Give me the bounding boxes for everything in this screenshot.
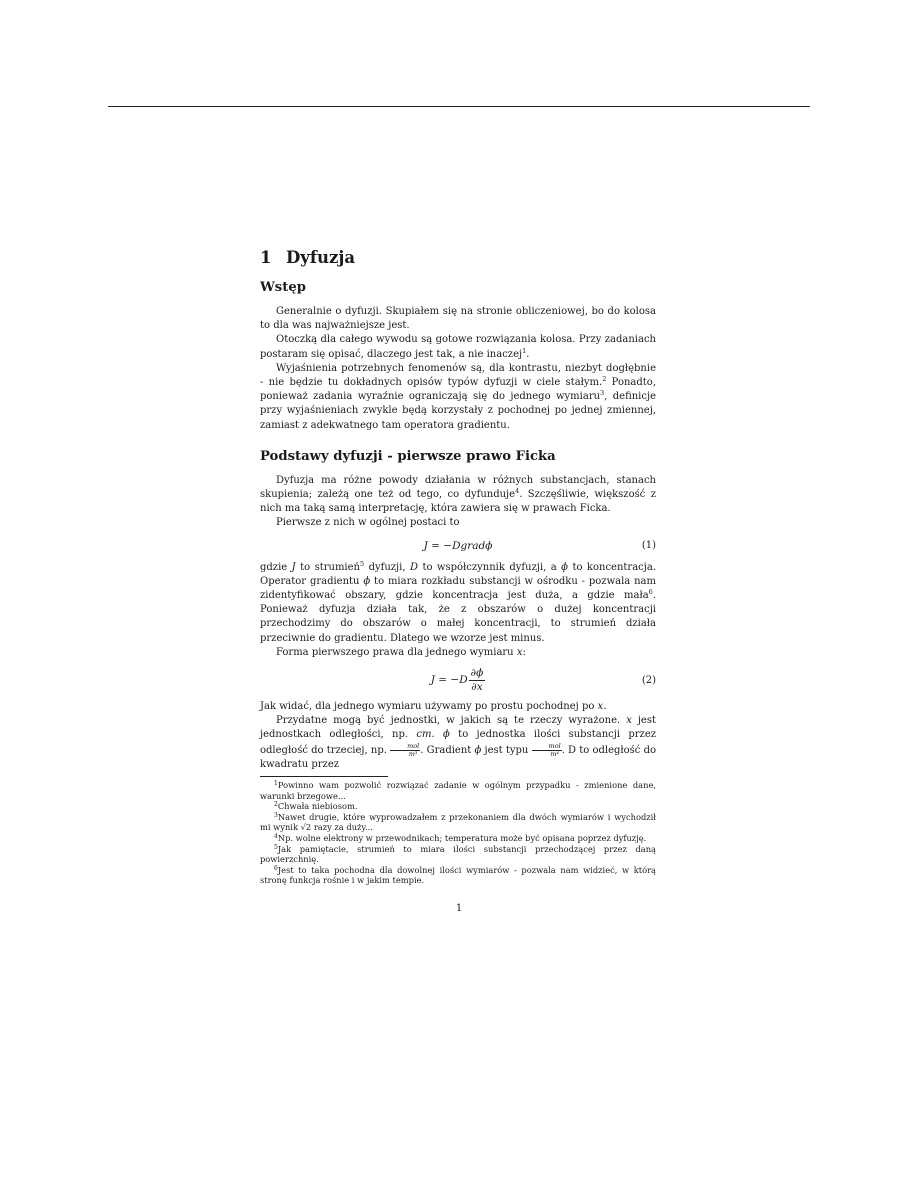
- fick-paragraph-3: gdzie J to strumień$^5$ dyfuzji, D to współczynnik dyfuzji, a ϕ to koncentracja. Operator gradientu ϕ to miara rozkładu substancji w ośrodku - pozwala nam zidentyfikować obszary, gdzie koncentracja jest duża, a gdzie mała$^6$. Ponieważ dyfuzja działa tak, że z obszarów o dużej koncentracji przechodzimy do obszarów o małej koncentracji, to strumień działa przeciwnie do gradientu. Dlatego we wzorze jest minus.: [260, 559, 657, 644]
- footnote-mark-5: 5: [360, 559, 365, 568]
- page-number: 1: [455, 903, 463, 914]
- fick-heading: Podstawy dyfuzji - pierwsze prawo Ficka: [260, 448, 556, 464]
- intro-paragraph-2: Otoczką dla całego wywodu są gotowe rozwiązania kolosa. Przy zadaniach postaram się opisać, dlaczego jest tak, a nie inaczej$^1$.: [260, 334, 656, 360]
- equation-2: [260, 660, 656, 700]
- unit-fraction-2: mol m⁴: [532, 743, 562, 758]
- footnote-mark-1: 1: [522, 346, 527, 355]
- intro-paragraph-3: Wyjaśnienia potrzebnych fenomenów są, dla kontrastu, niezbyt dogłębnie - nie będzie tu dokładnych opisów typów dyfuzji w ciele stałym.$^2$ Ponadto, ponieważ zadania wyraźnie ograniczają się do jednego wymiaru$^3$, definicje przy wyjaśnieniach zwykle będą korzystały z pochodnej po jednej zmiennej, zamiast z adekwatnego tam operatora gradientu.: [260, 362, 656, 431]
- footnote-mark-6: 6: [648, 588, 653, 597]
- equation-1-number: (1): [641, 540, 656, 552]
- footnote-mark-3: 3: [600, 389, 605, 398]
- header-rule: [108, 106, 810, 107]
- fick-paragraph-4: Forma pierwszego prawa dla jednego wymiaru x:: [276, 646, 526, 658]
- fick-paragraph-5: Jak widać, dla jednego wymiaru używamy po prostu pochodnej po x.: [260, 701, 607, 713]
- section-title-text: Dyfuzja: [286, 248, 356, 267]
- fick-paragraph-1: Dyfuzja ma różne powody działania w różnych substancjach, stanach skupienia; zależą one też od tego, co dyfunduje$^4$. Szczęśliwie, większość z nich ma taką samą interpretację, która zawiera się w prawach Ficka.: [260, 474, 656, 515]
- footnote-4: $^4$Np. wolne elektrony w przewodnikach; temperatura może być opisana poprzez dyfuzję.: [274, 833, 647, 844]
- section-title: [260, 248, 656, 268]
- equation-1: [260, 531, 656, 561]
- section-number: 1: [260, 248, 272, 267]
- equation-2-number: (2): [641, 674, 656, 686]
- equation-1-expr: J = −Dgradϕ: [423, 539, 493, 552]
- footnote-1: $^1$Powinno wam pozwolić rozwiązać zadanie w ogólnym przypadku - zmienione dane, warunki brzegowe...: [260, 780, 656, 801]
- footnote-2: $^2$Chwała niebiosom.: [274, 801, 358, 812]
- footnote-mark-2: 2: [602, 375, 607, 384]
- equation-2-denominator: ∂x: [471, 680, 483, 693]
- footnote-rule: [260, 776, 388, 777]
- page-content: [260, 248, 656, 886]
- footnote-6: $^6$Jest to taka pochodna dla dowolnej ilości wymiarów - pozwala nam widzieć, w którą stronę funkcja rośnie i w jakim tempie.: [260, 864, 656, 886]
- unit-fraction-1: mol m³: [390, 743, 420, 758]
- equation-2-fraction: [469, 667, 486, 694]
- footnote-mark-4: 4: [515, 487, 520, 496]
- footnote-5: $^5$Jak pamiętacie, strumień to miara ilości substancji przechodzącej przez daną powierzchnię.: [260, 843, 656, 865]
- fick-paragraph-2: Pierwsze z nich w ogólnej postaci to: [276, 517, 460, 529]
- footnote-3: $^3$Nawet drugie, które wyprowadzałem z przekonaniem dla dwóch wymiarów i wychodził mi wynik √2 razy za duży...: [260, 811, 656, 833]
- fick-paragraph-6: Przydatne mogą być jednostki, w jakich są te rzeczy wyrażone. x jest jednostkach odległości, np. cm. ϕ to jednostka ilości substancji przez odległość do trzeciej, np. mol m³ . Gradient ϕ jest typu mol m⁴ . D to odległość do kwadratu przez: [260, 715, 657, 770]
- equation-2-lhs: J = −D: [430, 674, 468, 687]
- intro-heading: Wstęp: [260, 280, 306, 295]
- equation-2-numerator: ∂ϕ: [470, 666, 484, 679]
- intro-paragraph-1: Generalnie o dyfuzji. Skupiałem się na stronie obliczeniowej, bo do kolosa to dla was najważniejsze jest.: [260, 306, 656, 332]
